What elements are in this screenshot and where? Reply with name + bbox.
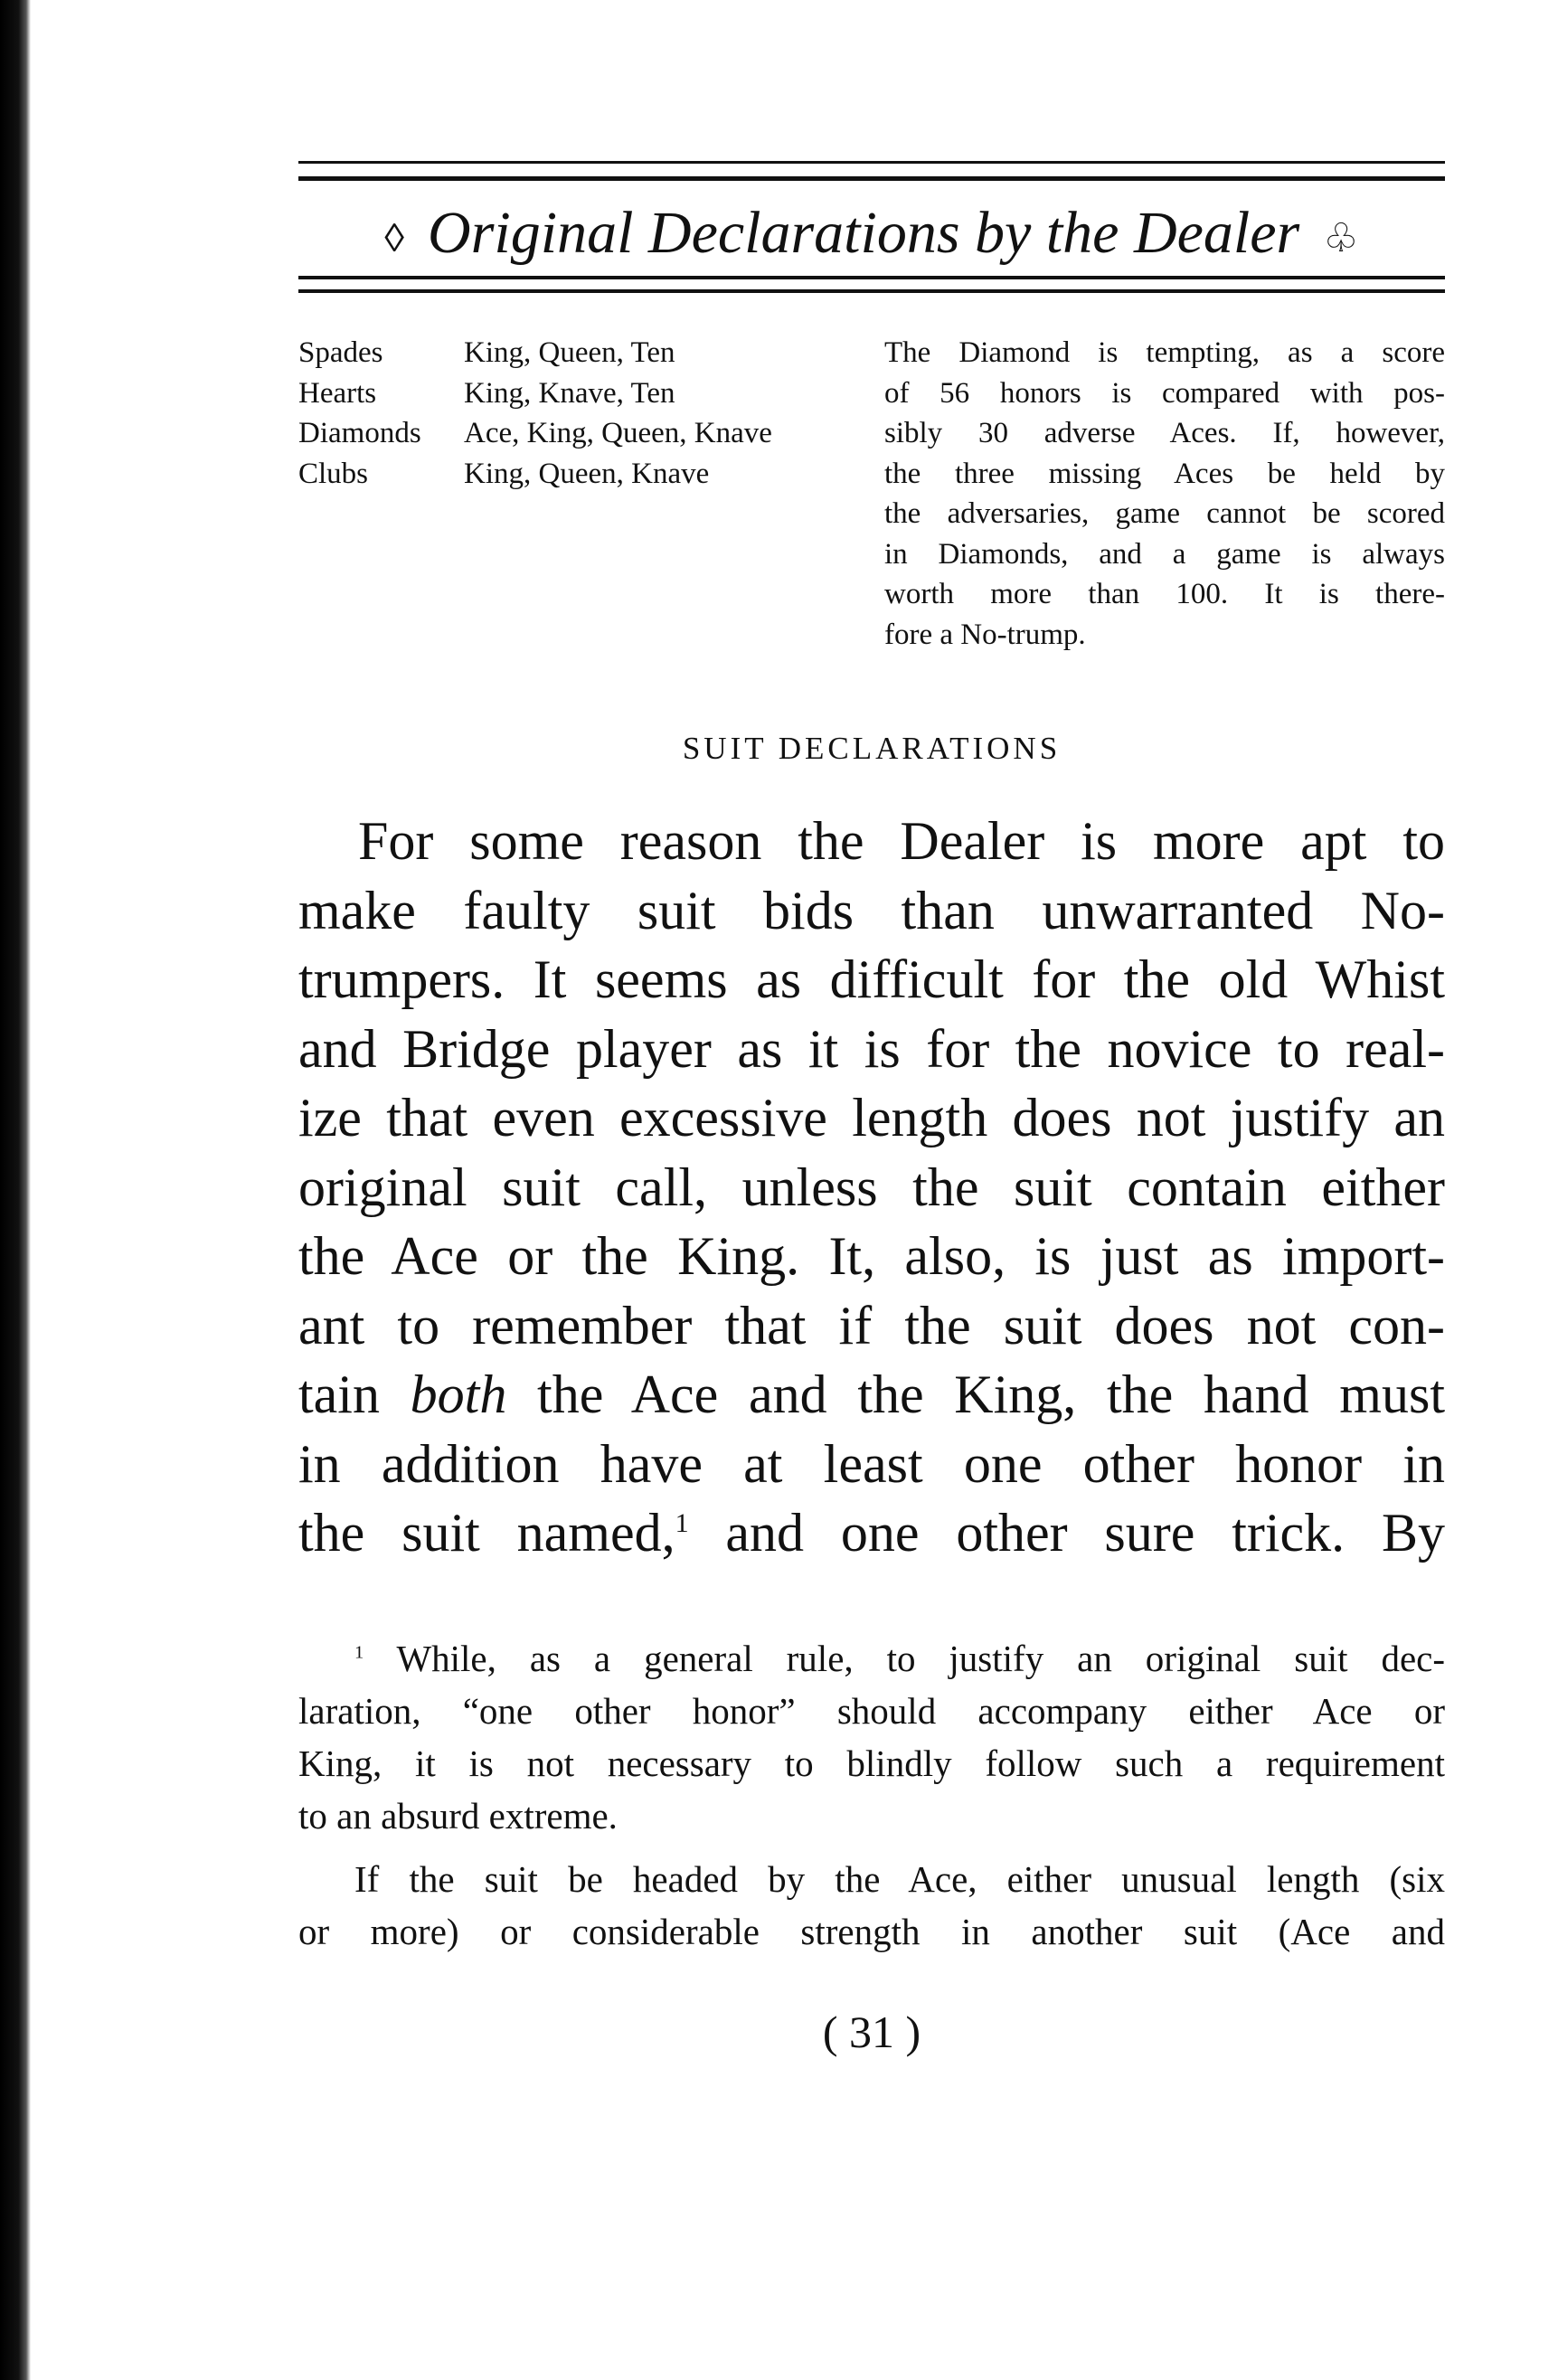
hand-commentary [884,333,1445,655]
footnote-line: King, it is not necessary to blindly follow such a requirement [298,1742,1445,1784]
top-rule [298,161,1445,164]
example-hand [298,333,772,494]
footnote-line: laration, “one other honor” should accompany either Ace or [298,1690,1445,1732]
note-line: the adversaries, game cannot be scored [884,497,1445,530]
diamond-suit-icon: ◊ [384,215,405,260]
footnote-line: If the suit be headed by the Ace, either unusual length (six [354,1858,1445,1900]
page-number: ( 31 ) [822,2007,921,2057]
footnote-marker: 1 [354,1642,364,1663]
hand-row [298,333,772,373]
note-line: fore a No-trump. [884,618,1086,651]
text-run: the Ace and the King, the hand must [506,1365,1445,1424]
club-suit-icon: ♧ [1323,215,1359,260]
note-line: The Diamond is tempting, as a score [884,336,1445,369]
suit-name: Hearts [298,376,377,410]
top-rule [298,176,1445,181]
emphasis: both [410,1365,507,1424]
body-line: in addition have at least one other honor in [298,1433,1445,1494]
suit-cards: Ace, King, Queen, Knave [464,417,772,449]
body-line: For some reason the Dealer is more apt to [358,811,1445,871]
text-run: tain [298,1365,411,1424]
text-run: While, as a general rule, to justify an original suit dec- [364,1638,1445,1679]
note-line: sibly 30 adverse Aces. If, however, [884,417,1445,449]
body-line: the Ace or the King. It, also, is just as import- [298,1226,1445,1286]
suit-name: Spades [298,336,383,369]
suit-cards: King, Queen, Knave [464,457,710,490]
body-line: original suit call, unless the suit contain either [298,1157,1445,1217]
note-line: of 56 honors is compared with pos- [884,376,1445,410]
hand-row [298,373,772,414]
body-line: trumpers. It seems as difficult for the old Whist [298,949,1445,1009]
footnote [298,1632,1445,1958]
section-heading: SUIT DECLARATIONS [682,731,1062,766]
footnote-line [298,1632,1445,1685]
note-line: worth more than 100. It is there- [884,578,1445,610]
header-bottom-rule [298,289,1445,293]
running-header [298,197,1445,275]
suit-cards: King, Knave, Ten [464,376,675,410]
scan-binding-edge [0,0,31,2380]
body-line: ant to remember that if the suit does not con- [298,1295,1445,1355]
body-line: ize that even excessive length does not justify an [298,1088,1445,1148]
footnote-line: or more) or considerable strength in another suit (Ace and [298,1911,1445,1952]
spacer [298,1842,1445,1853]
text-run: the suit named, [298,1503,675,1563]
suit-name: Clubs [298,457,369,490]
body-text [298,807,1445,1568]
suit-cards: King, Queen, Ten [464,336,675,369]
note-line: in Diamonds, and a game is always [884,537,1445,571]
suit-name: Diamonds [298,417,421,449]
hand-row [298,413,772,454]
header-bottom-rule [298,276,1445,279]
body-line: and Bridge player as it is for the novice to real- [298,1018,1445,1079]
header-title: Original Declarations by the Dealer [428,200,1300,266]
hand-row [298,454,772,495]
footnote-line: to an absurd extreme. [298,1795,618,1837]
text-run: and one other sure trick. By [688,1503,1445,1563]
body-line [298,1360,1445,1430]
note-line: the three missing Aces be held by [884,457,1445,490]
body-line: make faulty suit bids than unwarranted No- [298,880,1445,940]
footnote-ref: 1 [675,1508,689,1538]
body-line [298,1498,1445,1568]
